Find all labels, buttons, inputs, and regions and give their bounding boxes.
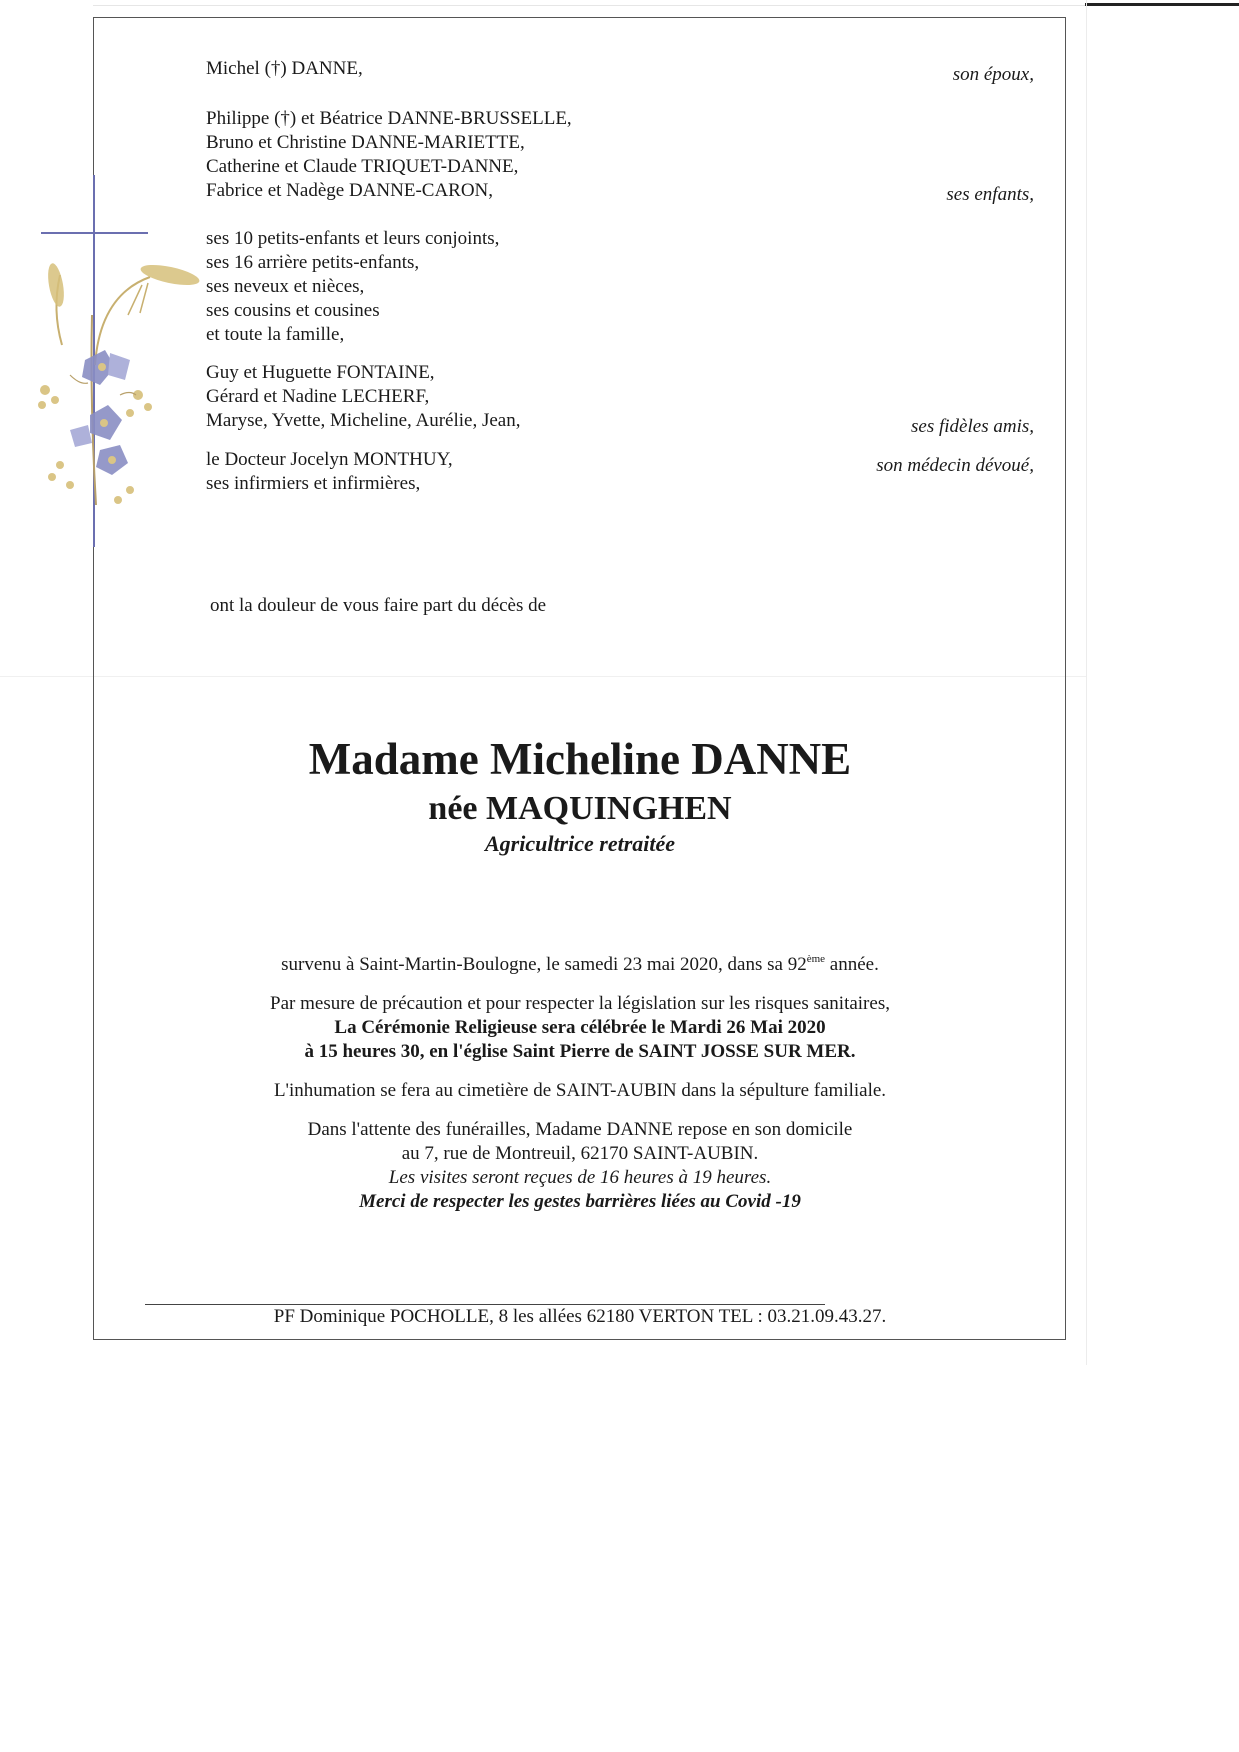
ceremony-details: [0, 992, 1160, 1064]
doctor-list: [206, 448, 453, 496]
floral-decoration-icon: [30, 255, 210, 525]
doctor-role: son médecin dévoué,: [876, 455, 1034, 476]
child-line: Bruno et Christine DANNE-MARIETTE,: [206, 132, 525, 153]
cross-horizontal: [41, 232, 148, 234]
family-line: ses cousins et cousines: [206, 300, 380, 321]
ceremony-line: La Cérémonie Religieuse sera célébrée le Mardi 26 Mai 2020: [334, 1017, 826, 1038]
rest-line: Dans l'attente des funérailles, Madame DANNE repose en son domicile: [307, 1119, 853, 1140]
death-text: survenu à Saint-Martin-Boulogne, le samedi 23 mai 2020, dans sa 92: [281, 954, 807, 975]
husband-line: Michel (†) DANNE,: [206, 58, 363, 79]
profession: Agricultrice retraitée: [484, 831, 676, 856]
child-line: Catherine et Claude TRIQUET-DANNE,: [206, 156, 519, 177]
friend-line: Gérard et Nadine LECHERF,: [206, 386, 430, 407]
deceased-name: Madame Micheline DANNE: [308, 734, 852, 784]
doctor-line: le Docteur Jocelyn MONTHUY,: [206, 449, 453, 470]
death-text-end: année.: [825, 954, 879, 975]
announcement: ont la douleur de vous faire part du décès de: [210, 595, 547, 616]
extended-family-list: [206, 227, 499, 347]
family-line: ses 10 petits-enfants et leurs conjoints,: [206, 228, 500, 249]
death-details: [0, 953, 1160, 977]
scan-mark: [1085, 3, 1239, 6]
husband-role: son époux,: [952, 64, 1034, 85]
doctor-line: ses infirmiers et infirmières,: [206, 473, 421, 494]
ordinal-suffix: ème: [806, 953, 826, 965]
visits-line: Les visites seront reçues de 16 heures à 19 heures.: [388, 1167, 772, 1188]
friends-list: [206, 361, 520, 433]
friend-line: Guy et Huguette FONTAINE,: [206, 362, 435, 383]
burial-line: L'inhumation se fera au cimetière de SAINT-AUBIN dans la sépulture familiale.: [273, 1080, 887, 1101]
children-role: ses enfants,: [946, 184, 1034, 205]
family-line: et toute la famille,: [206, 324, 345, 345]
maiden-name: née MAQUINGHEN: [428, 790, 732, 827]
child-line: Philippe (†) et Béatrice DANNE-BRUSSELLE,: [206, 108, 572, 129]
footer-divider: [145, 1304, 825, 1305]
family-line: ses 16 arrière petits-enfants,: [206, 252, 420, 273]
child-line: Fabrice et Nadège DANNE-CARON,: [206, 180, 494, 201]
precaution-line: Par mesure de précaution et pour respecter la législation sur les risques sanitaires,: [270, 993, 890, 1014]
rest-details: [0, 1118, 1160, 1214]
address-line: au 7, rue de Montreuil, 62170 SAINT-AUBIN.: [401, 1143, 759, 1164]
ceremony-line: à 15 heures 30, en l'église Saint Pierre de SAINT JOSSE SUR MER.: [304, 1041, 856, 1062]
family-line: ses neveux et nièces,: [206, 276, 365, 297]
covid-line: Merci de respecter les gestes barrières liées au Covid -19: [359, 1191, 801, 1212]
funeral-home-footer: PF Dominique POCHOLLE, 8 les allées 62180 VERTON TEL : 03.21.09.43.27.: [273, 1306, 887, 1327]
friends-role: ses fidèles amis,: [911, 416, 1034, 437]
scan-edge: [93, 5, 1239, 6]
children-list: [206, 107, 572, 203]
friend-line: Maryse, Yvette, Micheline, Aurélie, Jean,: [206, 410, 521, 431]
